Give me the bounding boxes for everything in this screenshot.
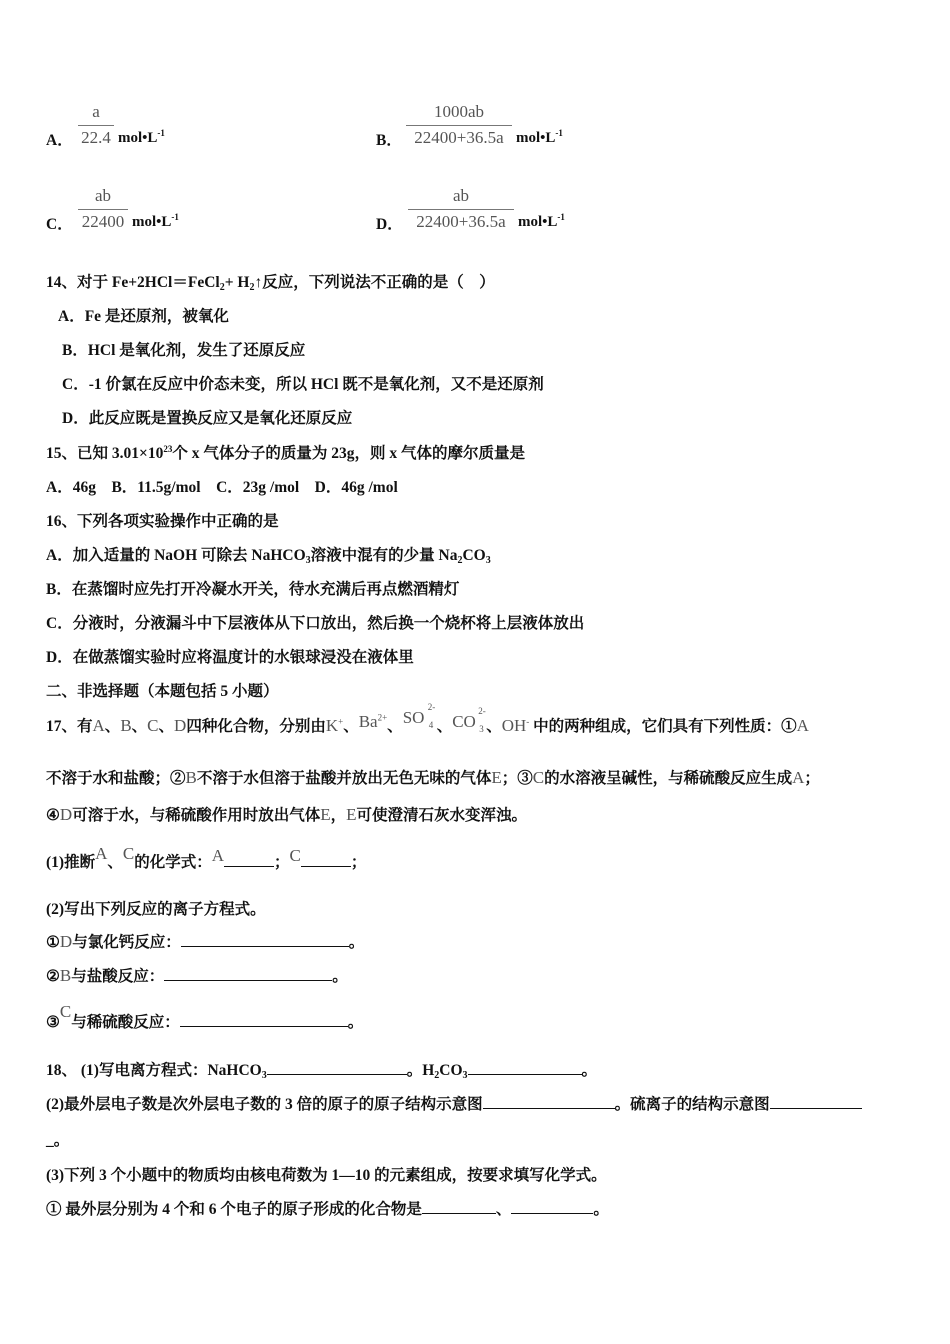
q18-sub-2: (2)最外层电子数是次外层电子数的 3 倍的原子的原子结构示意图 。硫离子的结构示意图 — [46, 1092, 862, 1114]
q17-sub-1: (1)推断A、C的化学式：A ；C ； — [46, 844, 367, 871]
q14-stem: 14、对于 Fe+2HCl＝FeCl$_2$+ $H_2↑$反应，下列说法不正确的是（ ） — [46, 274, 495, 293]
ion-hydroxide: OH- — [501, 716, 530, 735]
fraction-d-numerator: ab — [452, 186, 470, 205]
answer-blank-atom-diagram[interactable] — [483, 1094, 615, 1109]
ion-potassium: K+ — [325, 716, 344, 735]
fraction-a-numerator: a — [92, 102, 100, 121]
q17-paragraph-2: 不溶于水和盐酸；②B不溶于水但溶于盐酸并放出无色无味的气体E；③C的水溶液呈碱性，与稀硫酸反应生成A； — [46, 768, 820, 787]
q18-sub-2-end: _。 — [46, 1132, 70, 1149]
answer-blank-reaction-2[interactable] — [164, 966, 332, 981]
answer-blank-sulfide-diagram[interactable] — [770, 1094, 862, 1109]
option-c-unit: $mol•L^{-1}$ — [132, 212, 179, 230]
q17-reaction-1: ①D与氯化钙反应： 。 — [46, 932, 365, 951]
fraction-c — [78, 186, 128, 232]
ion-barium: $Ba^{2+}$ — [358, 712, 388, 731]
q15-options: A．46g B．11.5g/mol C．23g /mol D．46g /mol — [46, 479, 398, 496]
answer-blank-reaction-3[interactable] — [180, 1012, 348, 1027]
fraction-d-denominator: 22400+36.5a — [416, 212, 506, 231]
q18-sub-4: ① 最外层分别为 4 个和 6 个电子的原子形成的化合物是 、 。 — [46, 1201, 609, 1218]
option-c-label: C． — [46, 216, 73, 233]
option-b-unit: $mol•L^{-1}$ — [516, 128, 563, 146]
ion-sulfate: SO 2- 4 — [402, 702, 436, 730]
q16-option-a: A．加入适量的 NaOH 可除去 NaHCO$_3$溶液中混有的少量 $Na_2CO_3$ — [46, 547, 491, 566]
q16-option-d: D．在做蒸馏实验时应将温度计的水银球浸没在液体里 — [46, 649, 414, 666]
fraction-d — [408, 186, 514, 232]
option-a-label: A． — [46, 132, 73, 149]
ion-carbonate: CO 2- 3 — [452, 706, 486, 734]
q14-option-d: D．此反应既是置换反应又是氧化还原反应 — [62, 410, 353, 427]
fraction-b — [406, 102, 512, 148]
answer-blank-c[interactable] — [301, 852, 351, 867]
answer-blank-compound-2[interactable] — [511, 1199, 593, 1214]
answer-blank-nahco3[interactable] — [267, 1060, 407, 1075]
fraction-b-numerator: 1000ab — [433, 102, 485, 121]
q18-sub-3: (3)下列 3 个小题中的物质均由核电荷数为 1—10 的元素组成，按要求填写化学式。 — [46, 1167, 607, 1184]
fraction-a — [78, 102, 114, 148]
fraction-b-denominator: 22400+36.5a — [414, 128, 504, 147]
option-d-label: D． — [376, 216, 403, 233]
q16-option-b: B．在蒸馏时应先打开冷凝水开关，待水充满后再点燃酒精灯 — [46, 581, 460, 598]
q18-sub-1: 18、 (1)写电离方程式：NaHCO$_3$ 。$H_2CO_3$ 。 — [46, 1062, 598, 1081]
answer-blank-compound-1[interactable] — [422, 1199, 496, 1214]
q17-reaction-2: ②B与盐酸反应： 。 — [46, 966, 348, 985]
q17-reaction-3: ③C与稀硫酸反应： 。 — [46, 1002, 364, 1031]
answer-blank-h2co3[interactable] — [468, 1060, 582, 1075]
q16-stem: 16、下列各项实验操作中正确的是 — [46, 513, 279, 530]
q17-sub-2: (2)写出下列反应的离子方程式。 — [46, 901, 266, 918]
q15-stem: 15、已知 $3.01\times 10^{23}$个 x 气体分子的质量为 23g，则 x 气体的摩尔质量是 — [46, 443, 525, 462]
option-b-label: B． — [376, 132, 402, 149]
option-a-unit: $mol•L^{-1}$ — [118, 128, 165, 146]
option-d-unit: $mol•L^{-1}$ — [518, 212, 565, 230]
fraction-a-denominator: 22.4 — [81, 128, 111, 147]
q17-paragraph-1: 17、有A、B、C、D四种化合物，分别由K+、$Ba^{2+}$、SO 2- 4 、CO 2- 3 、OH- 中的两种组成，它们具有下列性质：①A — [46, 702, 809, 735]
answer-blank-a[interactable] — [224, 852, 274, 867]
q17-paragraph-3: ④D可溶于水，与稀硫酸作用时放出气体E，E可使澄清石灰水变浑浊。 — [46, 805, 528, 824]
q14-option-c: C．-1 价氯在反应中价态未变，所以 HCl 既不是氧化剂，又不是还原剂 — [62, 376, 544, 393]
fraction-c-denominator: 22400 — [81, 212, 125, 231]
fraction-c-numerator: ab — [94, 186, 112, 205]
answer-blank-reaction-1[interactable] — [181, 932, 349, 947]
q14-option-b: B．HCl 是氧化剂，发生了还原反应 — [62, 342, 306, 359]
q14-option-a: A．Fe 是还原剂，被氧化 — [58, 308, 229, 325]
section-heading: 二、非选择题（本题包括 5 小题） — [46, 683, 279, 700]
q16-option-c: C．分液时，分液漏斗中下层液体从下口放出，然后换一个烧杯将上层液体放出 — [46, 615, 585, 632]
